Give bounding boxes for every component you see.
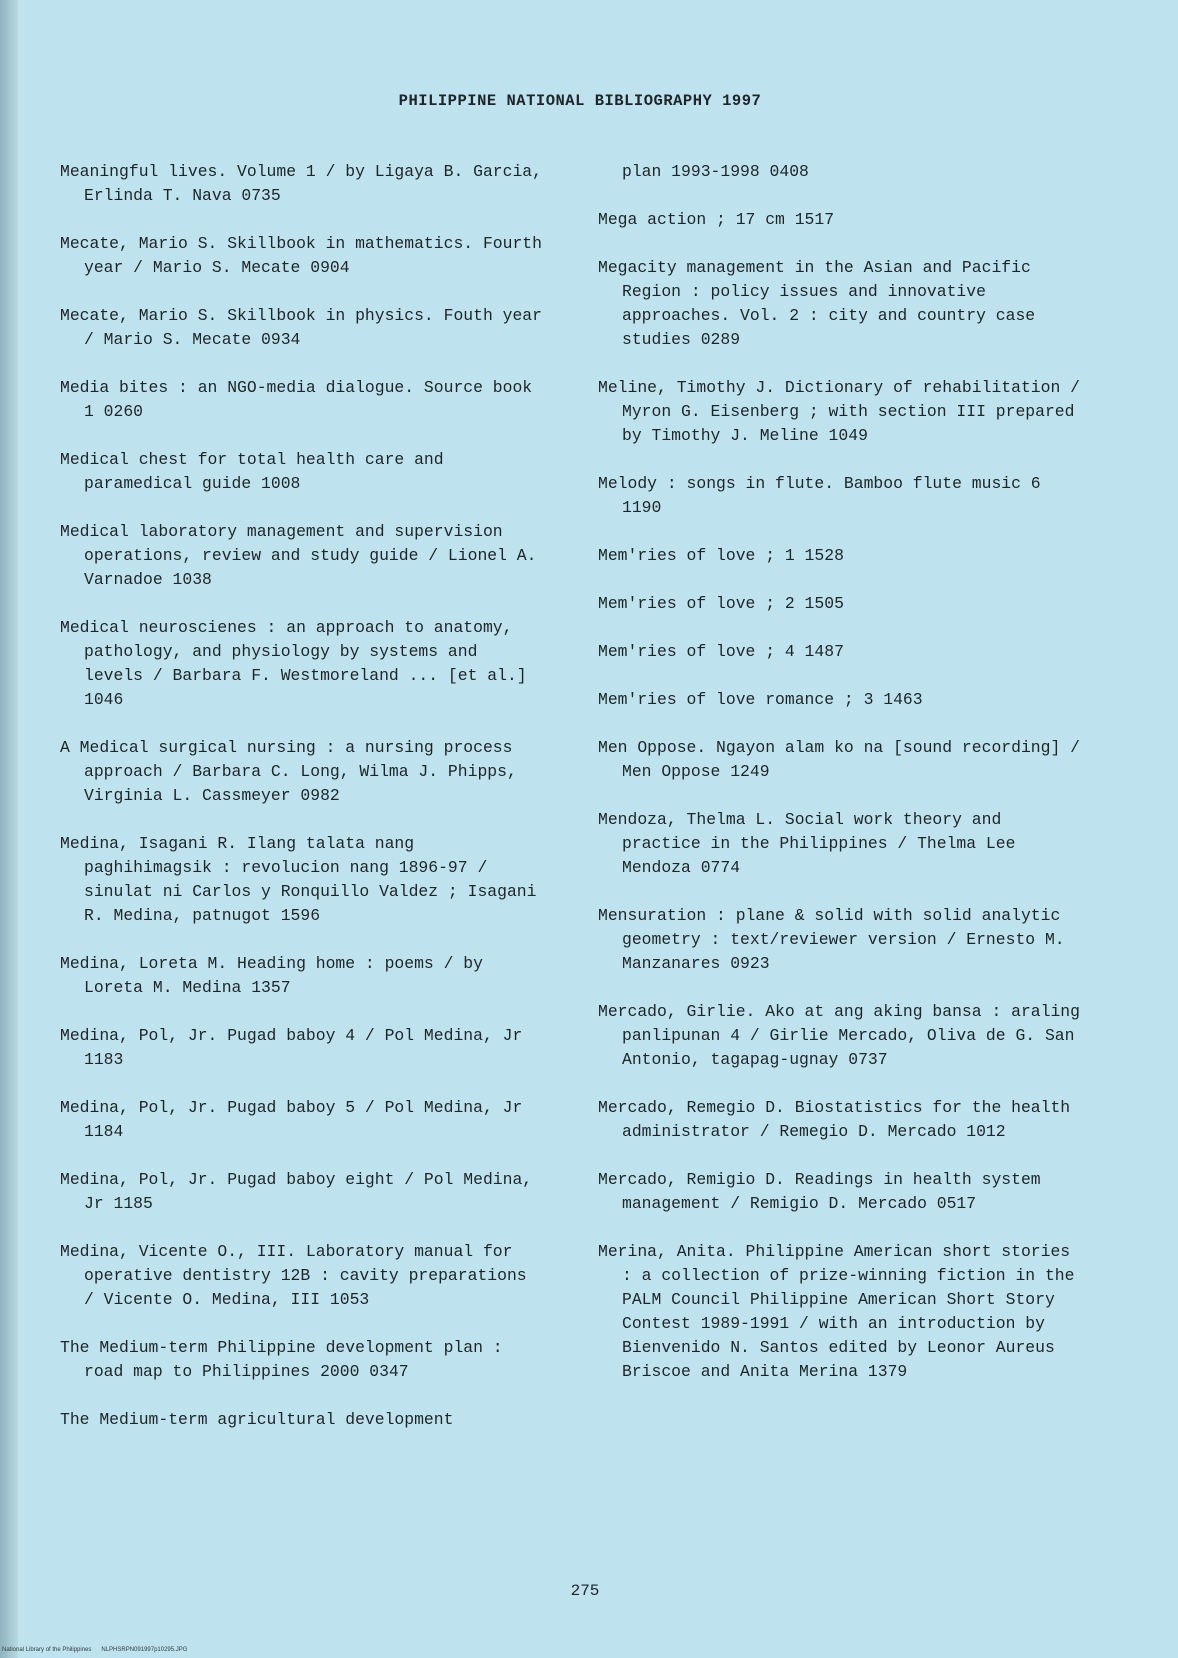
- bibliography-entry: Melody : songs in flute. Bamboo flute music 6 1190: [598, 474, 1041, 517]
- right-column: [598, 160, 1083, 1408]
- bibliography-entry: Mem'ries of love romance ; 3 1463: [598, 690, 923, 709]
- bibliography-entry: Mercado, Remigio D. Readings in health system management / Remigio D. Mercado 0517: [598, 1170, 1041, 1213]
- bibliography-entry: Medina, Isagani R. Ilang talata nang paghihimagsik : revolucion nang 1896-97 / sinulat ni Carlos y Ronquillo Valdez ; Isagani R. Medina, patnugot 1596: [60, 834, 537, 925]
- bibliography-entry: Medina, Vicente O., III. Laboratory manual for operative dentistry 12B : cavity preparations / Vicente O. Medina, III 1053: [60, 1242, 527, 1309]
- bibliography-entry: Medical laboratory management and supervision operations, review and study guide / Lionel A. Varnadoe 1038: [60, 522, 537, 589]
- bibliography-entry: Medical chest for total health care and paramedical guide 1008: [60, 450, 444, 493]
- bibliography-entry: Mega action ; 17 cm 1517: [598, 210, 835, 229]
- bibliography-entry: Mem'ries of love ; 4 1487: [598, 642, 844, 661]
- bibliography-entry: Medical neuroscienes : an approach to anatomy, pathology, and physiology by systems and levels / Barbara F. Westmoreland ... [et al.] 1046: [60, 618, 527, 709]
- scan-label: National Library of the Philippines NLPHSRPN091997p10295.JPG: [2, 1647, 188, 1653]
- page-number: 275: [570, 1582, 600, 1600]
- page-binding-shadow: [0, 0, 18, 1658]
- bibliography-entry: Men Oppose. Ngayon alam ko na [sound recording] / Men Oppose 1249: [598, 738, 1080, 781]
- bibliography-entry: Mendoza, Thelma L. Social work theory and practice in the Philippines / Thelma Lee Mendoza 0774: [598, 810, 1016, 877]
- left-column: [60, 160, 545, 1456]
- bibliography-entry-continued: plan 1993-1998 0408: [622, 162, 809, 181]
- bibliography-entry: A Medical surgical nursing : a nursing process approach / Barbara C. Long, Wilma J. Phipps, Virginia L. Cassmeyer 0982: [60, 738, 517, 805]
- bibliography-entry: The Medium-term agricultural development: [60, 1410, 454, 1429]
- bibliography-entry: Medina, Pol, Jr. Pugad baboy 4 / Pol Medina, Jr 1183: [60, 1026, 523, 1069]
- bibliography-entry: Mercado, Remegio D. Biostatistics for the health administrator / Remegio D. Mercado 1012: [598, 1098, 1071, 1141]
- bibliography-entry: Mem'ries of love ; 2 1505: [598, 594, 844, 613]
- bibliography-entry: Mecate, Mario S. Skillbook in physics. Fouth year / Mario S. Mecate 0934: [60, 306, 542, 349]
- bibliography-entry: Medina, Loreta M. Heading home : poems / by Loreta M. Medina 1357: [60, 954, 483, 997]
- bibliography-entry: Meaningful lives. Volume 1 / by Ligaya B. Garcia, Erlinda T. Nava 0735: [60, 162, 542, 205]
- bibliography-entry: Mercado, Girlie. Ako at ang aking bansa : araling panlipunan 4 / Girlie Mercado, Oliva de G. San Antonio, tagapag-ugnay 0737: [598, 1002, 1080, 1069]
- bibliography-entry: Meline, Timothy J. Dictionary of rehabilitation / Myron G. Eisenberg ; with section III prepared by Timothy J. Meline 1049: [598, 378, 1080, 445]
- bibliography-entry: Mecate, Mario S. Skillbook in mathematics. Fourth year / Mario S. Mecate 0904: [60, 234, 542, 277]
- bibliography-entry: Medina, Pol, Jr. Pugad baboy eight / Pol Medina, Jr 1185: [60, 1170, 533, 1213]
- bibliography-entry: Megacity management in the Asian and Pacific Region : policy issues and innovative approaches. Vol. 2 : city and country case studies 0289: [598, 258, 1036, 349]
- bibliography-entry: Mensuration : plane & solid with solid analytic geometry : text/reviewer version / Ernesto M. Manzanares 0923: [598, 906, 1065, 973]
- bibliography-entry: Mem'ries of love ; 1 1528: [598, 546, 844, 565]
- page-title: PHILIPPINE NATIONAL BIBLIOGRAPHY 1997: [398, 92, 762, 110]
- bibliography-entry: Merina, Anita. Philippine American short stories : a collection of prize-winning fiction in the PALM Council Philippine American Short Story Contest 1989-1991 / with an introduction by Bienvenido N. Santos edited by Leonor Aureus Briscoe and Anita Merina 1379: [598, 1242, 1075, 1381]
- bibliography-entry: The Medium-term Philippine development plan : road map to Philippines 2000 0347: [60, 1338, 503, 1381]
- bibliography-entry: Media bites : an NGO-media dialogue. Source book 1 0260: [60, 378, 533, 421]
- bibliography-entry: Medina, Pol, Jr. Pugad baboy 5 / Pol Medina, Jr 1184: [60, 1098, 523, 1141]
